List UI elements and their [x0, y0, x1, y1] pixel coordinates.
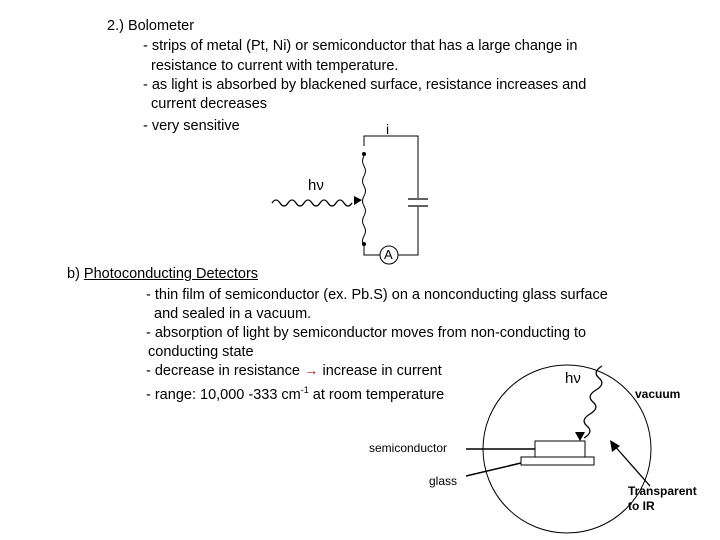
bolometer-line-4: current decreases — [151, 96, 268, 112]
semiconductor-film — [535, 441, 585, 457]
implies-arrow-icon: → — [303, 363, 319, 379]
bolometer-line-5: - very sensitive — [143, 118, 240, 134]
photo-hv-label: hν — [565, 370, 581, 387]
photo-line-4: conducting state — [148, 344, 254, 360]
transparent-label-1: Transparent — [628, 484, 697, 498]
photo-heading-prefix: b) — [67, 266, 84, 282]
photo-line-6-b: at room temperature — [308, 386, 445, 403]
ammeter-label: A — [384, 247, 393, 262]
photo-light-wave — [584, 366, 602, 438]
semiconductor-label: semiconductor — [369, 441, 448, 455]
transparent-label-2: to IR — [628, 499, 655, 513]
photo-line-2: and sealed in a vacuum. — [154, 306, 312, 322]
photo-light-arrowhead — [575, 432, 585, 441]
photo-line-5-b: increase in current — [318, 363, 442, 379]
current-label: i — [386, 121, 390, 137]
photo-heading-title: Photoconducting Detectors — [83, 266, 259, 282]
glass-substrate — [521, 457, 594, 465]
bolometer-heading: 2.) Bolometer — [107, 18, 195, 34]
photo-line-1: - thin film of semiconductor (ex. Pb.S) on a nonconducting glass surface — [146, 287, 608, 303]
photo-line-3: - absorption of light by semiconductor moves from non-conducting to — [146, 325, 587, 341]
photo-line-5-a: - decrease in resistance — [146, 363, 304, 379]
photo-line-6-a: - range: 10,000 -333 cm — [146, 386, 301, 403]
glass-label: glass — [429, 474, 458, 488]
vacuum-label: vacuum — [635, 387, 681, 401]
bolometer-hv-label: hν — [308, 177, 324, 194]
photo-line-6-sup: -1 — [300, 385, 309, 395]
bolometer-line-3: - as light is absorbed by blackened surface, resistance increases and — [143, 77, 587, 93]
bolometer-line-1: - strips of metal (Pt, Ni) or semiconductor that has a large change in — [143, 38, 578, 54]
bolometer-line-2: resistance to current with temperature. — [151, 58, 399, 74]
